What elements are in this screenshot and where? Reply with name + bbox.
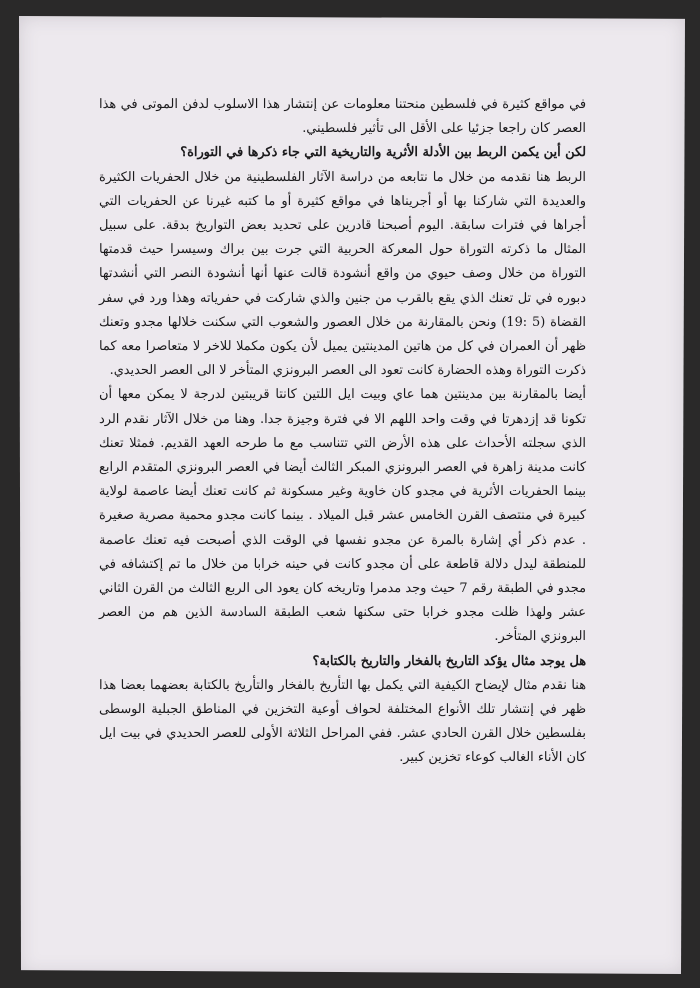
paragraph-burial-influence: في مواقع كثيرة في فلسطين منحتنا معلومات عن إنتشار هذا الاسلوب لدفن الموتى في هذا العصر كان راجعا جزئيا على الأقل الى تأثير فلسطيني.	[99, 97, 586, 137]
question-link-evidence: لكن أين يكمن الربط بين الأدلة الأثرية والتاريخية التي جاء ذكرها في التوراة؟	[180, 145, 586, 161]
page-text	[99, 93, 586, 771]
question-pottery-dating: هل يوجد مثال يؤكد التاريخ بالفخار والتاريخ بالكتابة؟	[312, 653, 586, 669]
paragraph-storage-jars: هنا نقدم مثال لإيضاح الكيفية التي يكمل بها التأريخ بالفخار والتأريخ بالكتابة بعضهما بعضا هذا ظهر في إنتشار تلك الأنواع المختلفة لحواف أوعية التخزين في المناطق الجبلية الوسطى بفلسطين خلال القرن الحادي عشر. ففي المراحل الثلاثة الأولى للعصر الحديدي في بيت ايل كان الأناء الغالب كوعاء تخزين كبير.	[99, 677, 586, 766]
paragraph-ai-bethel-megiddo: أيضا بالمقارنة بين مدينتين هما عاي وبيت ايل اللتين كانتا قريبتين لدرجة لا يمكن معها أن تكونا قد إزدهرتا في وقت واحد اللهم الا في فترة وجيزة جدا. وهنا من خلال الآثار نقدم الرد الذي سجلته الأحداث على هذه الأرض التي تتناسب مع ما طرحه العهد القديم. فمثلا تعنك كانت مدينة زاهرة في العصر البرونزي المبكر الثالث أيضا في العصر البرونزي المتقدم الرابع بينما الحفريات الأثرية في مجدو كان خاوية وغير مسكونة ثم كانت تعنك أيضا عاصمة لولاية كبيرة في منتصف القرن الخامس عشر قبل الميلاد . بينما كانت مجدو محمية مصرية صغيرة . عدم ذكر أي إشارة بالمرة عن مجدو نفسها في الوقت الذي أصبحت فيه تعنك عاصمة للمنطقة ليدل دلالة قاطعة على أن مجدو كانت في حينه خرابا من خلال ما تم إكتشافه في مجدو في الطبقة رقم 7 حيث وجد مدمرا وتاريخه كان يعود الى الربع الثالث من القرن الثاني عشر ولهذا ظلت مجدو خرابا حتى سكنها شعب الطبقة السادسة الذين هم من العصر البرونزي المتأخر.	[99, 387, 586, 645]
paragraph-excavations-taanach: الربط هنا نقدمه من خلال ما نتابعه من دراسة الآثار الفلسطينية من خلال الحفريات الكثيرة والعديدة التي شاركنا بها أو أجريناها في مواقع كثيرة أو ما كتبه غيرنا عن الحفريات التي أجراها في فترات سابقة. اليوم أصبحنا قادرين على تحديد بعض التواريخ بدقة. على سبيل المثال ما ذكرته التوراة حول المعركة الحربية التي جرت بين براك وسيسرا حيث قدمتها التوراة من خلال وصف حيوي من واقع أنشودة قالت عنها أنها أنشودة النصر التي أنشدتها دبوره في تل تعنك الذي يقع بالقرب من جنين والذي شاركت في حفرياته وهذا ورد في سفر القضاة (5 :19) ونحن بالمقارنة من خلال العصور والشعوب التي سكنت خلالها مجدو وتعنك ظهر أن العمران في كل من هاتين المدينتين يميل لأن يكون مكملا للاخر لا متعاصرا معه كما ذكرت التوراة وهذه الحضارة كانت تعود الى العصر البرونزي المتأخر لا الى العصر الحديدي.	[99, 169, 586, 379]
